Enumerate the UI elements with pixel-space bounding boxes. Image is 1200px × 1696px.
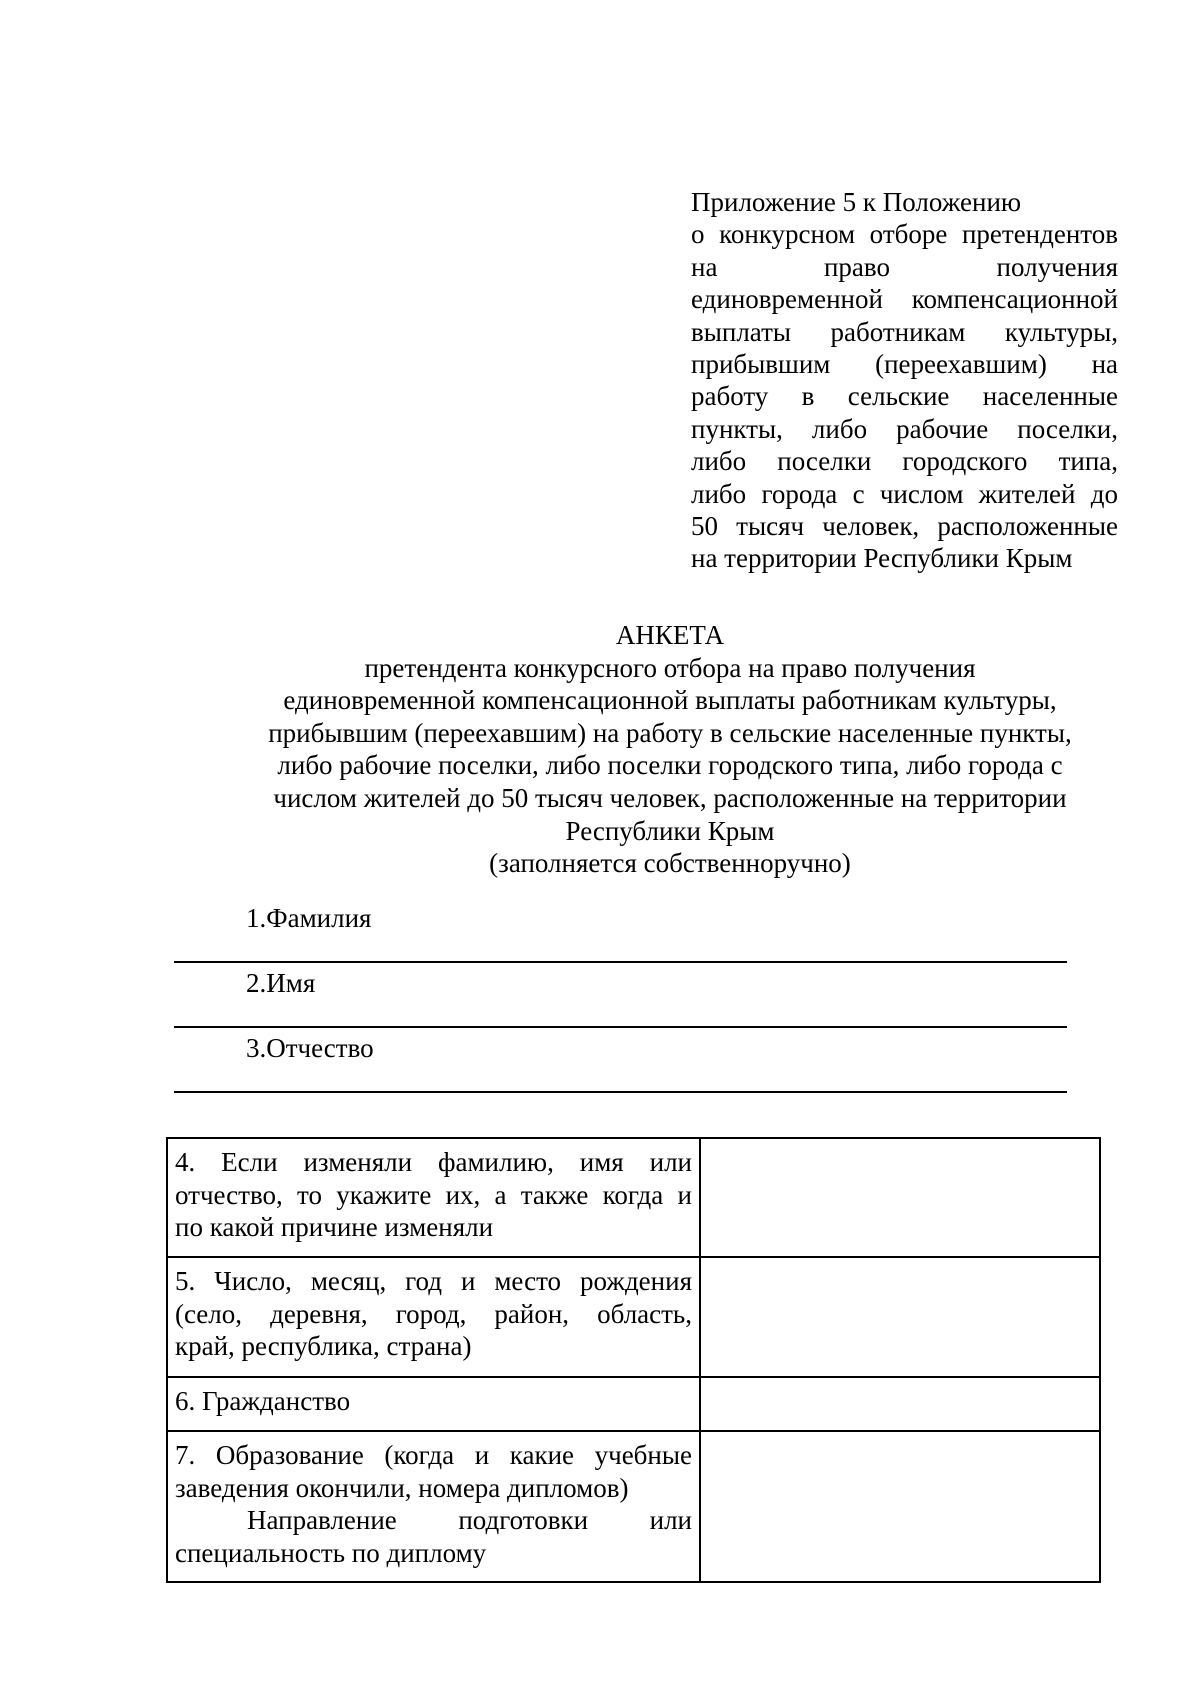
name-input-line[interactable]	[174, 1026, 1067, 1028]
question-line: отчество, то укажите их, а также когда и	[175, 1179, 692, 1210]
patronymic-input-line[interactable]	[174, 1091, 1067, 1093]
answer-cell[interactable]	[700, 1257, 1100, 1377]
surname-label: 1.Фамилия	[246, 903, 372, 933]
table-row	[167, 1257, 1100, 1377]
appendix-line: прибывшим (переехавшим) на	[691, 349, 1118, 380]
appendix-line: на территории Республики Крым	[691, 543, 1073, 574]
form-subtitle-line: прибывшим (переехавшим) на работу в сельские населенные пункты,	[268, 717, 1072, 748]
table-row	[167, 1138, 1100, 1257]
question-line: 7. Образование (когда и какие учебные	[175, 1440, 692, 1470]
patronymic-label: 3.Отчество	[246, 1033, 374, 1063]
form-subtitle-line: числом жителей до 50 тысяч человек, расположенные на территории	[273, 782, 1067, 813]
question-line: (село, деревня, город, район, область,	[175, 1298, 692, 1329]
form-subtitle-line: Республики Крым	[565, 815, 775, 846]
question-line: Направление подготовки или	[247, 1505, 692, 1536]
question-cell	[167, 1431, 700, 1582]
appendix-line: либо города с числом жителей до	[691, 478, 1118, 509]
form-heading: АНКЕТА	[615, 620, 725, 650]
appendix-line: на право получения	[691, 251, 1118, 282]
answer-cell[interactable]	[700, 1431, 1100, 1582]
appendix-line: о конкурсном отборе претендентов	[691, 219, 1118, 250]
questionnaire-table	[166, 1137, 1101, 1583]
question-line: специальность по диплому	[175, 1537, 487, 1568]
name-label: 2.Имя	[246, 968, 316, 998]
form-title-block	[120, 619, 1200, 880]
appendix-line: работу в сельские населенные	[691, 381, 1118, 412]
appendix-reference	[691, 186, 1118, 575]
answer-cell[interactable]	[700, 1377, 1100, 1431]
form-subtitle-line: единовременной компенсационной выплаты работникам культуры,	[283, 685, 1057, 716]
appendix-line: пункты, либо рабочие поселки,	[691, 413, 1118, 444]
question-cell	[167, 1377, 700, 1431]
appendix-line: единовременной компенсационной	[691, 284, 1118, 315]
table-row	[167, 1431, 1100, 1582]
answer-cell[interactable]	[700, 1138, 1100, 1257]
form-subtitle-line: либо рабочие поселки, либо поселки городского типа, либо города с	[277, 750, 1063, 781]
question-line: по какой причине изменяли	[175, 1212, 494, 1243]
table-row	[167, 1377, 1100, 1431]
form-subtitle-line: претендента конкурсного отбора на право получения	[364, 652, 976, 683]
form-note: (заполняется собственноручно)	[489, 848, 851, 879]
question-cell	[167, 1138, 700, 1257]
question-line: заведения окончили, номера дипломов)	[175, 1472, 629, 1503]
question-line: край, республика, страна)	[175, 1331, 472, 1362]
appendix-line: Приложение 5 к Положению	[691, 187, 1022, 217]
appendix-line: 50 тысяч человек, расположенные	[691, 511, 1118, 542]
appendix-line: выплаты работникам культуры,	[691, 316, 1118, 347]
question-line: 5. Число, месяц, год и место рождения	[175, 1266, 692, 1296]
question-line: 6. Гражданство	[175, 1386, 351, 1416]
question-line: 4. Если изменяли фамилию, имя или	[175, 1147, 692, 1177]
question-cell	[167, 1257, 700, 1377]
surname-input-line[interactable]	[174, 961, 1067, 963]
appendix-line: либо поселки городского типа,	[691, 446, 1118, 477]
